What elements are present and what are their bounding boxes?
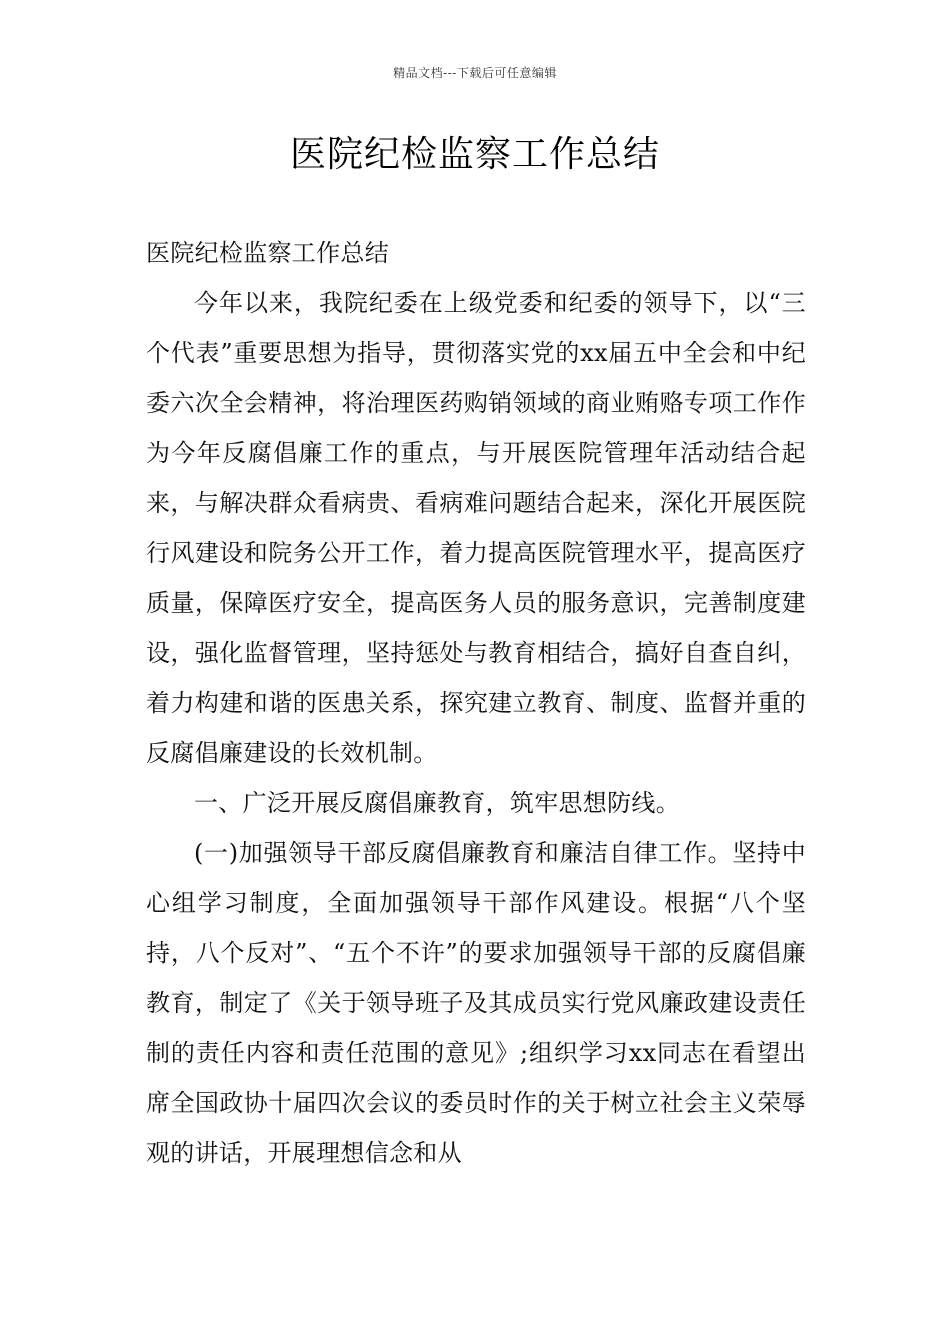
paragraph-intro: 今年以来，我院纪委在上级党委和纪委的领导下，以“三个代表”重要思想为指导，贯彻落实党的xx届五中全会和中纪委六次全会精神，将治理医药购销领域的商业贿赂专项工作作为今年反腐倡廉工作的重点，与开展医院管理年活动结合起来，与解决群众看病贵、看病难问题结合起来，深化开展医院行风建设和院务公开工作，着力提高医院管理水平，提高医疗质量，保障医疗安全，提高医务人员的服务意识，完善制度建设，强化监督管理，坚持惩处与教育相结合，搞好自查自纠，着力构建和谐的医患关系，探究建立教育、制度、监督并重的反腐倡廉建设的长效机制。 bbox=[146, 289, 806, 767]
paragraph-subsection: (一)加强领导干部反腐倡廉教育和廉洁自律工作。坚持中心组学习制度，全面加强领导干部作风建设。根据“八个坚持，八个反对”、“五个不许”的要求加强领导干部的反腐倡廉教育，制定了《关于领导班子及其成员实行党风廉政建设责任制的责任内容和责任范围的意见》;组织学习xx同志在看望出席全国政协十届四次会议的委员时作的关于树立社会主义荣辱观的讲话，开展理想信念和从 bbox=[146, 839, 806, 1167]
header-note: 精品文档---下载后可任意编辑 bbox=[393, 66, 557, 80]
document-title: 医院纪检监察工作总结 bbox=[289, 134, 660, 175]
document-subtitle: 医院纪检监察工作总结 bbox=[146, 239, 389, 267]
paragraph-section-heading: 一、广泛开展反腐倡廉教育，筑牢思想防线。 bbox=[194, 789, 680, 817]
document-body bbox=[146, 228, 806, 1178]
